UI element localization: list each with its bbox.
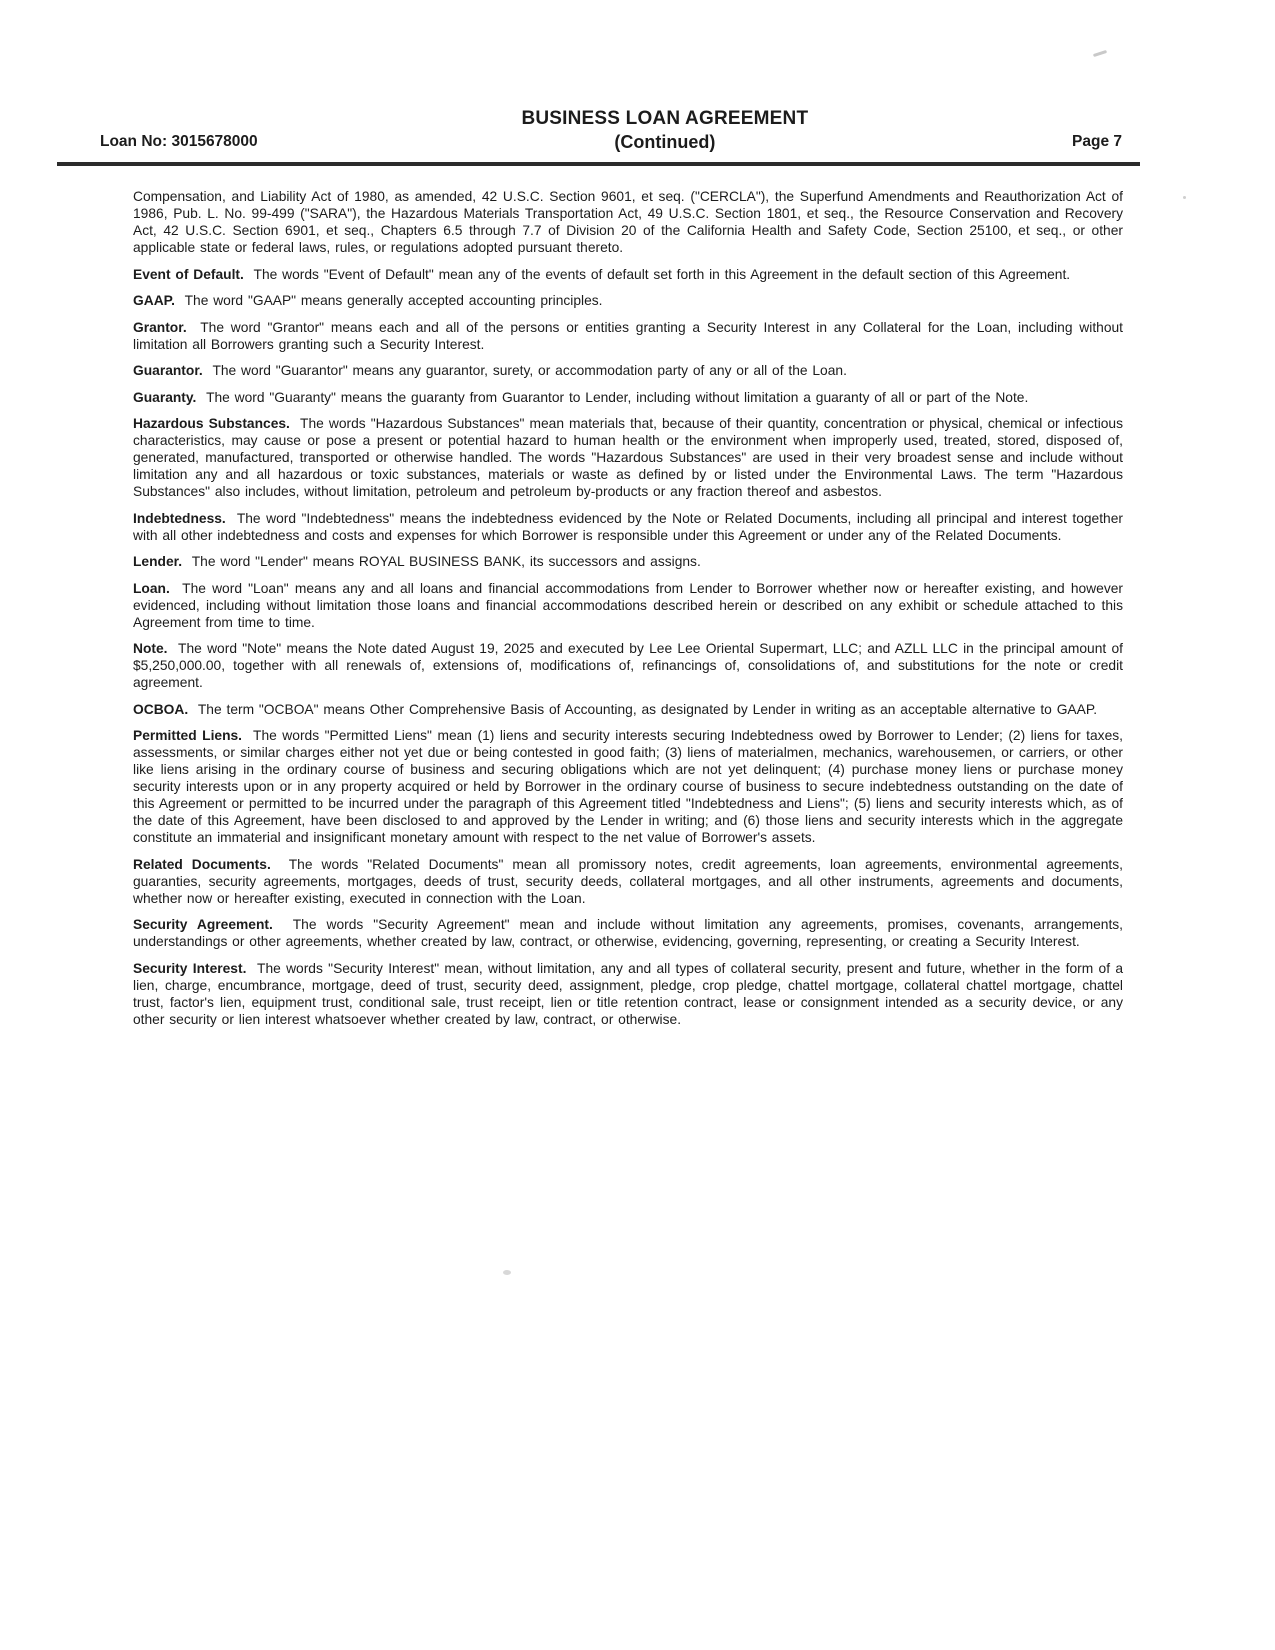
loan-number: Loan No: 3015678000	[100, 133, 258, 150]
definition-text: The word "Guarantor" means any guarantor, surety, or accommodation party of any or all of the Loan.	[212, 363, 847, 378]
page-number: Page 7	[1072, 133, 1122, 150]
definition-term: Related Documents.	[133, 856, 271, 872]
definition-text: The word "Loan" means any and all loans and financial accommodations from Lender to Borrower whether now or hereafter existing, and however evidenced, including without limitation those loans and financial accommodations described herein or described on any exhibit or schedule attached to this Agreement from time to time.	[133, 580, 1123, 630]
definition-term: Indebtedness.	[133, 510, 226, 526]
scan-artifact	[1183, 196, 1186, 199]
document-subtitle: (Continued)	[614, 132, 716, 152]
title-block	[258, 108, 1072, 153]
definition-paragraph	[133, 319, 1123, 353]
definition-paragraph	[133, 916, 1123, 950]
definition-paragraph	[133, 362, 1123, 379]
definition-text: The words "Hazardous Substances" mean materials that, because of their quantity, concentration or physical, chemical or infectious characteristics, may cause or pose a present or potential hazard to human health or the environment when improperly used, treated, stored, disposed of, generated, manufactured, transported or otherwise handled. The words "Hazardous Substances" are used in their very broadest sense and include without limitation any and all hazardous or toxic substances, materials or waste as defined by or listed under the Environmental Laws. The term "Hazardous Substances" also includes, without limitation, petroleum and petroleum by-products or any fraction thereof and asbestos.	[133, 416, 1124, 499]
definition-text: The word "Indebtedness" means the indebtedness evidenced by the Note or Related Documents, including all principal and interest together with all other indebtedness and costs and expenses for which Borrower is responsible under this Agreement or under any of the Related Documents.	[133, 510, 1123, 543]
definition-text: The word "Guaranty" means the guaranty from Guarantor to Lender, including without limitation a guaranty of all or part of the Note.	[206, 389, 1029, 405]
definition-term: Guaranty.	[133, 389, 197, 405]
definition-paragraph	[133, 580, 1123, 631]
page-header	[100, 108, 1122, 153]
definition-term: Permitted Liens.	[133, 728, 243, 743]
definition-term: Note.	[133, 641, 168, 656]
definition-term: Hazardous Substances.	[133, 416, 290, 431]
definition-term: OCBOA.	[133, 701, 189, 717]
definition-paragraph	[133, 701, 1123, 718]
definition-text: The word "Grantor" means each and all of the persons or entities granting a Security Interest in any Collateral for the Loan, including without limitation all Borrowers granting such a Security Interest.	[133, 319, 1123, 352]
definition-text: The words "Permitted Liens" mean (1) liens and security interests securing Indebtedness owed by Borrower to Lender; (2) liens for taxes, assessments, or similar charges either not yet due or being contested in good faith; (3) liens of materialmen, mechanics, warehousemen, or carriers, or other like liens arising in the ordinary course of business and securing obligations which are not yet delinquent; (4) purchase money liens or purchase money security interests upon or in any property acquired or held by Borrower in the ordinary course of business to secure indebtedness outstanding on the date of this Agreement or permitted to be incurred under the paragraph of this Agreement titled "Indebtedness and Liens"; (5) liens and security interests which, as of the date of this Agreement, have been disclosed to and approved by the Lender in writing; and (6) those liens and security interests which in the aggregate constitute an immaterial and insignificant monetary amount with respect to the net value of Borrower's assets.	[133, 728, 1123, 845]
definition-term: GAAP.	[133, 293, 175, 308]
definition-text: The words "Security Interest" mean, without limitation, any and all types of collateral security, present and future, whether in the form of a lien, charge, encumbrance, mortgage, deed of trust, security deed, assignment, pledge, crop pledge, chattel mortgage, collateral chattel mortgage, chattel trust, factor's lien, equipment trust, conditional sale, trust receipt, lien or title retention contract, lease or consignment intended as a security device, or any other security or lien interest whatsoever whether created by law, contract, or otherwise.	[133, 960, 1124, 1027]
definition-paragraph	[133, 727, 1123, 846]
definition-text: The words "Event of Default" mean any of the events of default set forth in this Agreement in the default section of this Agreement.	[253, 266, 1071, 282]
header-divider	[57, 162, 1140, 166]
definition-text: The word "Lender" means ROYAL BUSINESS BANK, its successors and assigns.	[191, 554, 701, 569]
definition-paragraph	[133, 510, 1123, 544]
definitions-section	[133, 188, 1123, 1028]
definition-paragraph	[133, 292, 1123, 309]
definition-text: The word "GAAP" means generally accepted accounting principles.	[184, 293, 603, 308]
definition-paragraph	[133, 640, 1123, 691]
definition-paragraph	[133, 856, 1123, 907]
definition-text: The words "Related Documents" mean all promissory notes, credit agreements, loan agreements, environmental agreements, guaranties, security agreements, mortgages, deeds of trust, security deeds, collateral mortgages, and all other instruments, agreements and documents, whether now or hereafter existing, executed in connection with the Loan.	[133, 856, 1123, 906]
definition-term: Grantor.	[133, 319, 187, 335]
definition-term: Security Agreement.	[133, 917, 273, 932]
definition-paragraph	[133, 415, 1123, 500]
definition-paragraph	[133, 389, 1123, 406]
definition-term: Loan.	[133, 580, 170, 596]
definition-term: Guarantor.	[133, 363, 203, 378]
definition-paragraph	[133, 188, 1123, 256]
definition-term: Lender.	[133, 554, 183, 569]
scan-artifact	[503, 1270, 511, 1275]
definition-term: Security Interest.	[133, 960, 247, 976]
definition-text: The term "OCBOA" means Other Comprehensive Basis of Accounting, as designated by Lender in writing as an acceptable alternative to GAAP.	[197, 701, 1098, 717]
definition-text: The words "Security Agreement" mean and include without limitation any agreements, promises, covenants, arrangements, understandings or other agreements, whether created by law, contract, or otherwise, evidencing, governing, representing, or creating a Security Interest.	[133, 917, 1124, 949]
scan-artifact	[1093, 50, 1107, 57]
definition-paragraph	[133, 960, 1123, 1028]
definition-paragraph	[133, 266, 1123, 283]
document-title: BUSINESS LOAN AGREEMENT	[521, 108, 809, 129]
definition-paragraph	[133, 553, 1123, 570]
definition-text: The word "Note" means the Note dated August 19, 2025 and executed by Lee Lee Oriental Supermart, LLC; and AZLL LLC in the principal amount of $5,250,000.00, together with all renewals of, extensions of, modifications of, refinancings of, consolidations of, and substitutions for the note or credit agreement.	[133, 641, 1123, 690]
definition-term: Event of Default.	[133, 266, 244, 282]
definition-text: Compensation, and Liability Act of 1980, as amended, 42 U.S.C. Section 9601, et seq. ("CERCLA"), the Superfund Amendments and Reauthorization Act of 1986, Pub. L. No. 99-499 ("SARA"), the Hazardous Materials Transportation Act, 49 U.S.C. Section 1801, et seq., the Resource Conservation and Recovery Act, 42 U.S.C. Section 6901, et seq., Chapters 6.5 through 7.7 of Division 20 of the California Health and Safety Code, Section 25100, et seq., or other applicable state or federal laws, rules, or regulations adopted pursuant thereto.	[133, 189, 1123, 255]
